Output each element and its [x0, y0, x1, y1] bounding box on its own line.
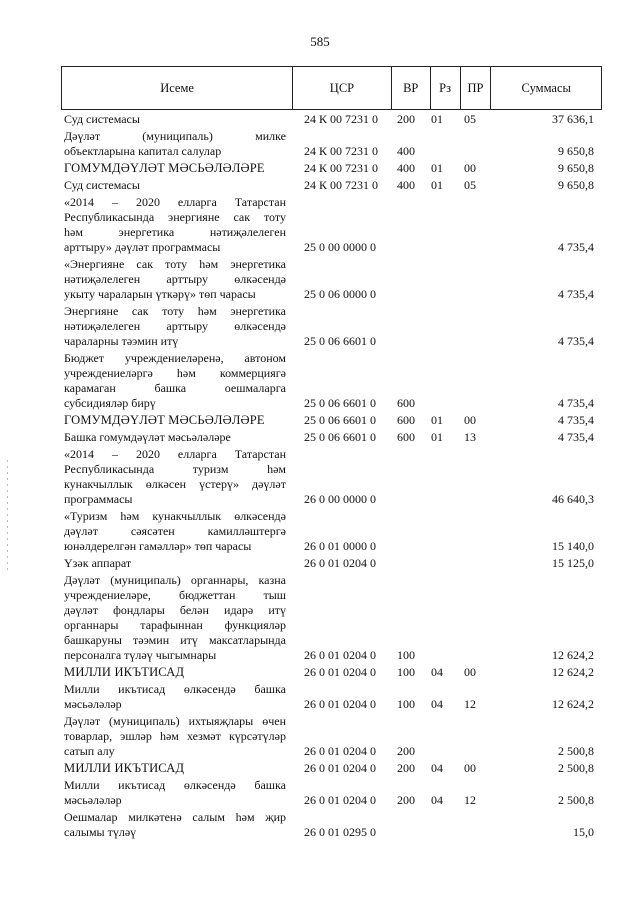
- row-pr: 00: [464, 161, 476, 175]
- row-name: [64, 714, 290, 759]
- row-pr: 00: [464, 413, 476, 427]
- row-name-line: Милли икътисад өлкәсендә башка: [64, 682, 286, 696]
- row-sum: 4 735,4: [558, 396, 594, 410]
- header-csr: ЦСР: [293, 67, 392, 109]
- row-pr: 00: [464, 761, 476, 775]
- row-vr: 600: [397, 396, 415, 410]
- table-row: [64, 257, 594, 302]
- row-name-line: нәтиҗәлелеген арттыру өлкәсендә: [64, 272, 286, 286]
- row-name-line: укыту чараларын үткәрү» төп чарасы: [64, 287, 256, 301]
- row-name-line: Дәүләт (муниципаль) милке: [64, 129, 286, 143]
- table-row: [64, 112, 594, 127]
- table-row: [64, 304, 594, 349]
- header-name: Исеме: [62, 67, 293, 109]
- row-csr: 26 0 01 0204 0: [304, 793, 376, 807]
- row-pr: 12: [464, 697, 476, 711]
- table-row: [64, 810, 594, 840]
- row-name-line: Республикасында энергияне сак тоту: [64, 210, 286, 224]
- row-pr: 05: [464, 112, 476, 126]
- row-csr: 24 К 00 7231 0: [304, 144, 379, 158]
- row-pr: 13: [464, 430, 476, 444]
- row-name-line: арттыру» дәүләт программасы: [64, 240, 221, 254]
- row-name-line: юнәлдерелгән гамәлләр» төп чарасы: [64, 539, 252, 553]
- row-name-line: ГОМУМДӘҮЛӘТ МӘСЬӘЛӘЛӘРЕ: [64, 161, 265, 175]
- row-sum: 2 500,8: [558, 761, 594, 775]
- row-csr: 26 0 01 0204 0: [304, 697, 376, 711]
- row-name-line: «2014 – 2020 елларга Татарстан: [64, 195, 286, 209]
- row-name-line: Республикасында туризм һәм: [64, 462, 286, 476]
- row-sum: 12 624,2: [552, 648, 594, 662]
- row-name: [64, 195, 290, 255]
- row-name-line: учреждениеләре, бюджеттан тыш: [64, 588, 286, 602]
- row-name-line: МИЛЛИ ИКЪТИСАД: [64, 665, 185, 679]
- row-rz: 04: [431, 793, 443, 807]
- row-name-line: Энергияне сак тоту һәм энергетика: [64, 304, 286, 318]
- row-csr: 26 0 01 0204 0: [304, 665, 376, 679]
- row-name-line: һәм энергетика нәтиҗәлелеген: [64, 225, 286, 239]
- row-sum: 15 125,0: [552, 556, 594, 570]
- row-csr: 26 0 01 0204 0: [304, 761, 376, 775]
- row-sum: 2 500,8: [558, 793, 594, 807]
- row-csr: 25 0 06 6601 0: [304, 430, 376, 444]
- row-rz: 04: [431, 697, 443, 711]
- header-pr: ПР: [461, 67, 492, 109]
- row-csr: 24 К 00 7231 0: [304, 178, 379, 192]
- row-name-line: Дәүләт (муниципаль) органнары, казна: [64, 573, 286, 587]
- row-vr: 400: [397, 144, 415, 158]
- row-name-line: МИЛЛИ ИКЪТИСАД: [64, 761, 185, 775]
- row-csr: 25 0 06 6601 0: [304, 413, 376, 427]
- row-name-line: Дәүләт (муниципаль) ихтыяҗлары өчен: [64, 714, 286, 728]
- table-row: [64, 430, 594, 445]
- row-name: [64, 161, 290, 176]
- header-vr: ВР: [392, 67, 431, 109]
- scan-margin-mark: [7, 460, 8, 570]
- row-name-line: Оешмалар милкәтенә салым һәм җир: [64, 810, 286, 824]
- table-row: [64, 573, 594, 663]
- row-sum: 4 735,4: [558, 240, 594, 254]
- row-rz: 01: [431, 112, 443, 126]
- row-name-line: Милли икътисад өлкәсендә башка: [64, 778, 286, 792]
- row-csr: 26 0 01 0204 0: [304, 648, 376, 662]
- row-name: [64, 112, 290, 127]
- table-row: [64, 714, 594, 759]
- row-sum: 9 650,8: [558, 178, 594, 192]
- row-csr: 26 0 01 0204 0: [304, 744, 376, 758]
- row-pr: 00: [464, 665, 476, 679]
- row-csr: 25 0 06 6601 0: [304, 334, 376, 348]
- row-name-line: мәсьәләләр: [64, 793, 122, 807]
- table-header: [61, 66, 602, 110]
- row-name: [64, 573, 290, 663]
- row-name-line: мәсьәләләр: [64, 697, 122, 711]
- row-name-line: субсидияләр бирү: [64, 396, 156, 410]
- row-name-line: программасы: [64, 492, 133, 506]
- table-row: [64, 682, 594, 712]
- row-csr: 25 0 00 0000 0: [304, 240, 376, 254]
- row-sum: 37 636,1: [552, 112, 594, 126]
- row-sum: 15 140,0: [552, 539, 594, 553]
- row-vr: 200: [397, 793, 415, 807]
- row-name-line: товарлар, эшләр һәм хезмәт күрсәтүләр: [64, 729, 286, 743]
- row-csr: 26 0 00 0000 0: [304, 492, 376, 506]
- row-rz: 04: [431, 665, 443, 679]
- row-name: [64, 682, 290, 712]
- row-csr: 26 0 01 0295 0: [304, 825, 376, 839]
- table-row: [64, 161, 594, 176]
- row-name: [64, 257, 290, 302]
- row-name: [64, 178, 290, 193]
- row-name: [64, 304, 290, 349]
- table-row: [64, 129, 594, 159]
- row-vr: 400: [397, 178, 415, 192]
- table-row: [64, 351, 594, 411]
- row-vr: 100: [397, 648, 415, 662]
- row-name-line: «Энергияне сак тоту һәм энергетика: [64, 257, 286, 271]
- row-csr: 24 К 00 7231 0: [304, 112, 379, 126]
- row-vr: 200: [397, 744, 415, 758]
- row-vr: 200: [397, 761, 415, 775]
- row-sum: 4 735,4: [558, 287, 594, 301]
- table-row: [64, 665, 594, 680]
- row-name-line: нәтиҗәлелеген арттыру өлкәсендә: [64, 319, 286, 333]
- row-name: [64, 810, 290, 840]
- table-row: [64, 447, 594, 507]
- row-name-line: сатып алу: [64, 744, 115, 758]
- row-sum: 2 500,8: [558, 744, 594, 758]
- row-sum: 46 640,3: [552, 492, 594, 506]
- row-name-line: учреждениеләргә һәм коммерциягә: [64, 366, 286, 380]
- row-csr: 25 0 06 6601 0: [304, 396, 376, 410]
- row-sum: 4 735,4: [558, 430, 594, 444]
- table-row: [64, 509, 594, 554]
- row-pr: 05: [464, 178, 476, 192]
- row-name-line: кунакчыллык өлкәсен үстерү» дәүләт: [64, 477, 286, 491]
- row-name: [64, 509, 290, 554]
- row-name: [64, 447, 290, 507]
- row-vr: 600: [397, 430, 415, 444]
- table-row: [64, 413, 594, 428]
- row-sum: 12 624,2: [552, 697, 594, 711]
- row-csr: 24 К 00 7231 0: [304, 161, 379, 175]
- page-number: 585: [310, 34, 330, 49]
- header-rz: Рз: [431, 67, 461, 109]
- table-row: [64, 761, 594, 776]
- row-vr: 100: [397, 697, 415, 711]
- row-vr: 100: [397, 665, 415, 679]
- row-name-line: Суд системасы: [64, 178, 140, 192]
- row-name-line: дәүләт сәясәтен камилләштергә: [64, 524, 286, 538]
- row-sum: 4 735,4: [558, 334, 594, 348]
- row-name-line: «Туризм һәм кунакчыллык өлкәсендә: [64, 509, 286, 523]
- row-vr: 600: [397, 413, 415, 427]
- row-sum: 4 735,4: [558, 413, 594, 427]
- row-name-line: чараларны тәэмин итү: [64, 334, 179, 348]
- row-name: [64, 129, 290, 159]
- row-name-line: Бюджет учреждениеләренә, автоном: [64, 351, 286, 365]
- row-name: [64, 778, 290, 808]
- row-name-line: карамаган башка оешмаларга: [64, 381, 286, 395]
- row-csr: 25 0 06 0000 0: [304, 287, 376, 301]
- row-name: [64, 761, 290, 776]
- row-pr: 12: [464, 793, 476, 807]
- row-name-line: башкаруны тәэмин итү максатларында: [64, 633, 286, 647]
- row-csr: 26 0 01 0204 0: [304, 556, 376, 570]
- row-name-line: салымы түләү: [64, 825, 137, 839]
- row-name: [64, 556, 290, 571]
- row-rz: 01: [431, 178, 443, 192]
- row-name: [64, 430, 290, 445]
- table-body: [64, 112, 594, 840]
- row-sum: 15,0: [573, 825, 594, 839]
- row-name: [64, 665, 290, 680]
- row-name: [64, 351, 290, 411]
- row-name-line: дәүләт фондлары белән идарә итү: [64, 603, 286, 617]
- row-rz: 01: [431, 413, 443, 427]
- row-sum: 9 650,8: [558, 161, 594, 175]
- table-row: [64, 195, 594, 255]
- row-name-line: объектларына капитал салулар: [64, 144, 222, 158]
- row-sum: 12 624,2: [552, 665, 594, 679]
- row-vr: 200: [397, 112, 415, 126]
- row-name-line: ГОМУМДӘҮЛӘТ МӘСЬӘЛӘЛӘРЕ: [64, 413, 265, 427]
- table-row: [64, 778, 594, 808]
- table-row: [64, 556, 594, 571]
- row-rz: 01: [431, 430, 443, 444]
- row-name-line: персоналга түләү чыгымнары: [64, 648, 217, 662]
- header-sum: Суммасы: [521, 80, 571, 95]
- table-row: [64, 178, 594, 193]
- row-name-line: Башка гомумдәүләт мәсьәләләре: [64, 430, 231, 444]
- row-name-line: Суд системасы: [64, 112, 140, 126]
- row-name: [64, 413, 290, 428]
- row-name-line: органнары тарафыннан функцияләр: [64, 618, 286, 632]
- row-rz: 01: [431, 161, 443, 175]
- row-name-line: Үзәк аппарат: [64, 556, 132, 570]
- row-csr: 26 0 01 0000 0: [304, 539, 376, 553]
- row-vr: 400: [397, 161, 415, 175]
- row-name-line: «2014 – 2020 елларга Татарстан: [64, 447, 286, 461]
- row-rz: 04: [431, 761, 443, 775]
- row-sum: 9 650,8: [558, 144, 594, 158]
